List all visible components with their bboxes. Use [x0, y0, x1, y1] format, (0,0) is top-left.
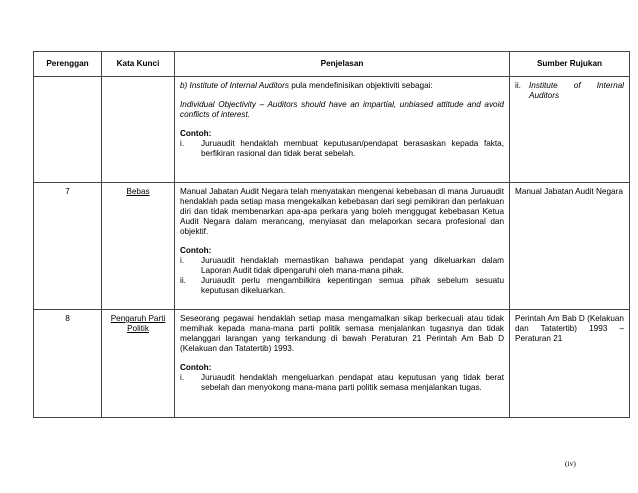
list-marker: i. — [180, 139, 185, 148]
cell-reference — [510, 77, 630, 183]
cell-reference: Perintah Am Bab D (Kelakuan dan Tatatertib) 1993 – Peraturan 21 — [510, 310, 630, 418]
contoh-label: Contoh: — [180, 246, 212, 255]
cell-reference: Manual Jabatan Audit Negara — [510, 183, 630, 310]
explanation-para: Seseorang pegawai hendaklah setiap masa mengamalkan sikap berkecuali atau tidak memihak kepada mana-mana parti politik semasa menjalankan tugasnya dan tidak melanggari larangan yang terkandung di bawah Peraturan 21 Perintah Am Bab D (Kelakuan dan Tatatertib) 1993. — [180, 314, 504, 353]
cell-explanation — [175, 310, 510, 418]
contoh-label: Contoh: — [180, 363, 212, 372]
list-marker: i. — [180, 256, 185, 265]
keyword-link[interactable]: Pengaruh Parti Politik — [110, 314, 166, 333]
cell-number — [34, 77, 102, 183]
cell-number: 8 — [34, 310, 102, 418]
table-row — [34, 310, 630, 418]
iia-name: b) Institute of Internal Auditors — [180, 81, 289, 90]
reference-line — [515, 81, 624, 101]
intro-rest: pula mendefinisikan objektiviti sebagai: — [288, 81, 433, 90]
objectivity-quote: Individual Objectivity – Auditors should have an impartial, unbiased attitude and avoid conflicts of interest. — [180, 100, 504, 119]
cell-explanation — [175, 183, 510, 310]
cell-keyword — [102, 310, 175, 418]
keyword-link[interactable]: Bebas — [126, 187, 150, 196]
cell-keyword — [102, 77, 175, 183]
contoh-label: Contoh: — [180, 129, 212, 138]
list-text: Juruaudit perlu mengambilkira kepentingan semua pihak sebelum sesuatu keputusan dikeluarkan. — [201, 276, 504, 295]
table-row — [34, 77, 630, 183]
reference-table — [33, 51, 630, 418]
example-list — [180, 256, 504, 296]
table-row — [34, 183, 630, 310]
cell-explanation — [175, 77, 510, 183]
header-perenggan: Perenggan — [34, 52, 102, 77]
list-item — [180, 256, 504, 276]
list-item — [180, 139, 504, 159]
intro-line — [180, 81, 504, 91]
cell-keyword — [102, 183, 175, 310]
list-text: Juruaudit hendaklah membuat keputusan/pendapat berasaskan kepada fakta, berfikiran rasional dan tidak berat sebelah. — [201, 139, 504, 158]
ref-text: Institute of Internal Auditors — [529, 81, 624, 100]
explanation-para: Manual Jabatan Audit Negara telah menyatakan mengenai kebebasan di mana Juruaudit hendaklah pada setiap masa mengekalkan kebebasan dari segi pemikiran dan perlakuan diri dan tidak membenarkan apa-apa perkara yang boleh menggugat kebebasan Ketua Audit Negara dalam merancang, menyiasat dan melaporkan secara profesional dan objektif. — [180, 187, 504, 236]
page-number: (iv) — [565, 459, 576, 468]
list-item — [180, 276, 504, 296]
example-list — [180, 139, 504, 159]
header-penjelasan: Penjelasan — [175, 52, 510, 77]
list-text: Juruaudit hendaklah memastikan bahawa pendapat yang dikeluarkan dalam Laporan Audit tidak dipengaruhi oleh mana-mana pihak. — [201, 256, 504, 275]
example-list — [180, 373, 504, 393]
list-marker: ii. — [180, 276, 186, 285]
list-text: Juruaudit hendaklah mengeluarkan pendapat atau keputusan yang tidak berat sebelah dan menyokong mana-mana parti politik semasa menjalankan tugas. — [201, 373, 504, 392]
header-kata-kunci: Kata Kunci — [102, 52, 175, 77]
ref-marker: ii. — [515, 81, 521, 90]
table-header-row — [34, 52, 630, 77]
list-marker: i. — [180, 373, 185, 382]
header-sumber-rujukan: Sumber Rujukan — [510, 52, 630, 77]
list-item — [180, 373, 504, 393]
cell-number: 7 — [34, 183, 102, 310]
